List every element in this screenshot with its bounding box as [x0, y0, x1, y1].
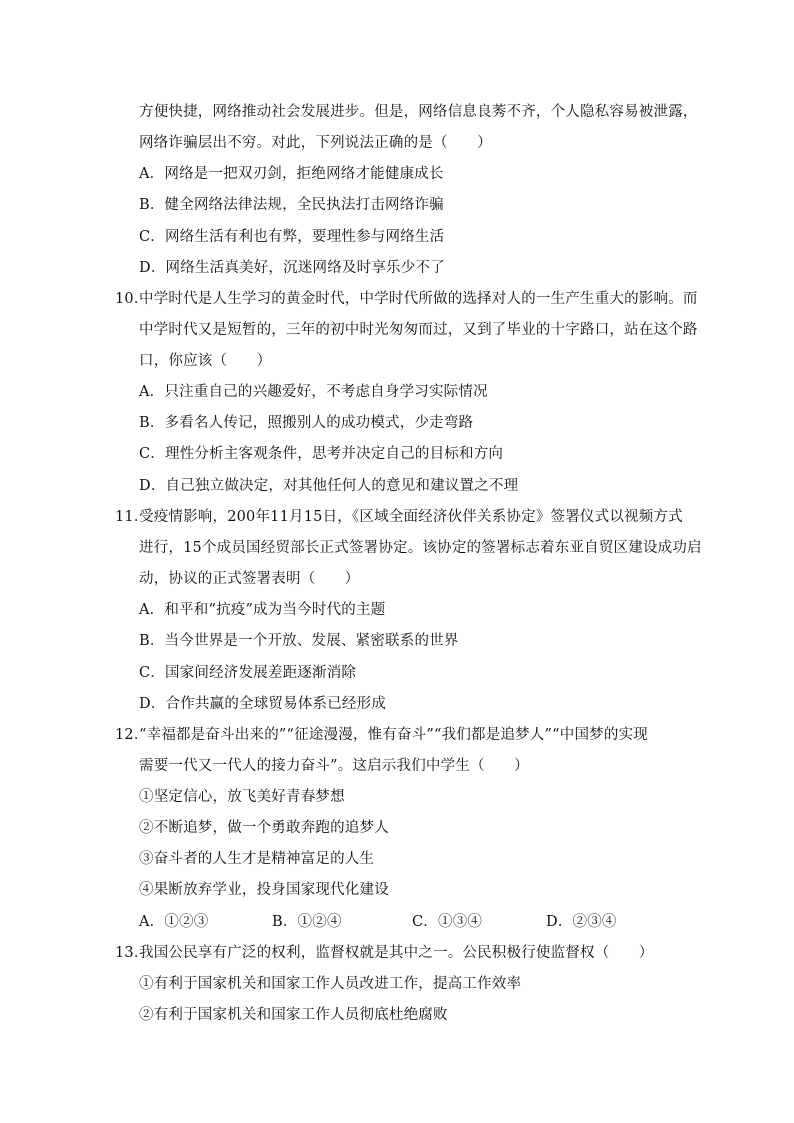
q11-option-a: A．和平和“抗疫”成为当今时代的主题 [139, 602, 386, 618]
q9-stem-line-1: 方便快捷，网络推动社会发展进步。但是，网络信息良莠不齐，个人隐私容易被泄露， [139, 104, 698, 120]
q10-number: 10． [115, 291, 149, 307]
q9-option-b: B．健全网络法律法规，全民执法打击网络诈骗 [139, 197, 444, 213]
q12-stem-line-1: “幸福都是奋斗出来的”“征途漫漫，惟有奋斗”“我们都是追梦人”“中国梦的实现 [139, 727, 648, 743]
q11-stem-line-1: 受疫情影响，200年11月15日，《区域全面经济伙伴关系协定》签署仪式以视频方式 [139, 509, 683, 525]
q10-option-c: C．理性分析主客观条件，思考并决定自己的目标和方向 [139, 446, 504, 462]
q9-option-c: C．网络生活有利也有弊，要理性参与网络生活 [139, 229, 445, 245]
q11-stem-line-3: 动，协议的正式签署表明（ ） [139, 571, 360, 587]
q12-statement-4: ④果断放弃学业，投身国家现代化建设 [139, 882, 389, 898]
q12-choice-c: C．①③④ [412, 914, 483, 930]
q11-number: 11． [115, 509, 149, 525]
q12-choice-a: A．①②③ [139, 914, 209, 930]
q9-stem-line-2: 网络诈骗层出不穷。对此，下列说法正确的是（ ） [139, 135, 492, 151]
q11-option-d: D．合作共赢的全球贸易体系已经形成 [139, 696, 387, 712]
q11-stem-line-2: 进行，15个成员国经贸部长正式签署协定。该协定的签署标志着东亚自贸区建设成功启 [139, 540, 702, 556]
q12-choice-d: D．②③④ [546, 914, 617, 930]
q12-statement-3: ③奋斗者的人生才是精神富足的人生 [139, 851, 375, 867]
q10-stem-line-2: 中学时代又是短暂的，三年的初中时光匆匆而过，又到了毕业的十字路口，站在这个路 [139, 322, 698, 338]
q9-option-a: A．网络是一把双刃剑，拒绝网络才能健康成长 [139, 166, 444, 182]
q9-option-d: D．网络生活真美好，沉迷网络及时享乐少不了 [139, 260, 445, 276]
q11-option-c: C．国家间经济发展差距逐渐消除 [139, 665, 357, 681]
q12-stem-line-2: 需要一代又一代人的接力奋斗”。这启示我们中学生（ ） [139, 758, 529, 774]
q13-number: 13． [115, 945, 149, 961]
q10-option-a: A．只注重自己的兴趣爱好，不考虑自身学习实际情况 [139, 384, 488, 400]
q13-stem-line-1: 我国公民享有广泛的权利，监督权就是其中之一。公民积极行使监督权（ ） [139, 945, 654, 961]
q10-stem-line-1: 中学时代是人生学习的黄金时代，中学时代所做的选择对人的一生产生重大的影响。而 [139, 291, 698, 307]
q13-statement-2: ②有利于国家机关和国家工作人员彻底杜绝腐败 [139, 1007, 448, 1023]
q10-option-b: B．多看名人传记，照搬别人的成功模式，少走弯路 [139, 415, 474, 431]
q12-choice-b: B．①②④ [272, 914, 342, 930]
q10-stem-line-3: 口，你应该（ ） [139, 353, 272, 369]
q11-option-b: B．当今世界是一个开放、发展、紧密联系的世界 [139, 633, 459, 649]
q12-statement-2: ②不断追梦，做一个勇敢奔跑的追梦人 [139, 820, 389, 836]
q13-statement-1: ①有利于国家机关和国家工作人员改进工作，提高工作效率 [139, 976, 522, 992]
q12-statement-1: ①坚定信心，放飞美好青春梦想 [139, 789, 345, 805]
q12-number: 12． [115, 727, 149, 743]
q10-option-d: D．自己独立做决定，对其他任何人的意见和建议置之不理 [139, 478, 519, 494]
